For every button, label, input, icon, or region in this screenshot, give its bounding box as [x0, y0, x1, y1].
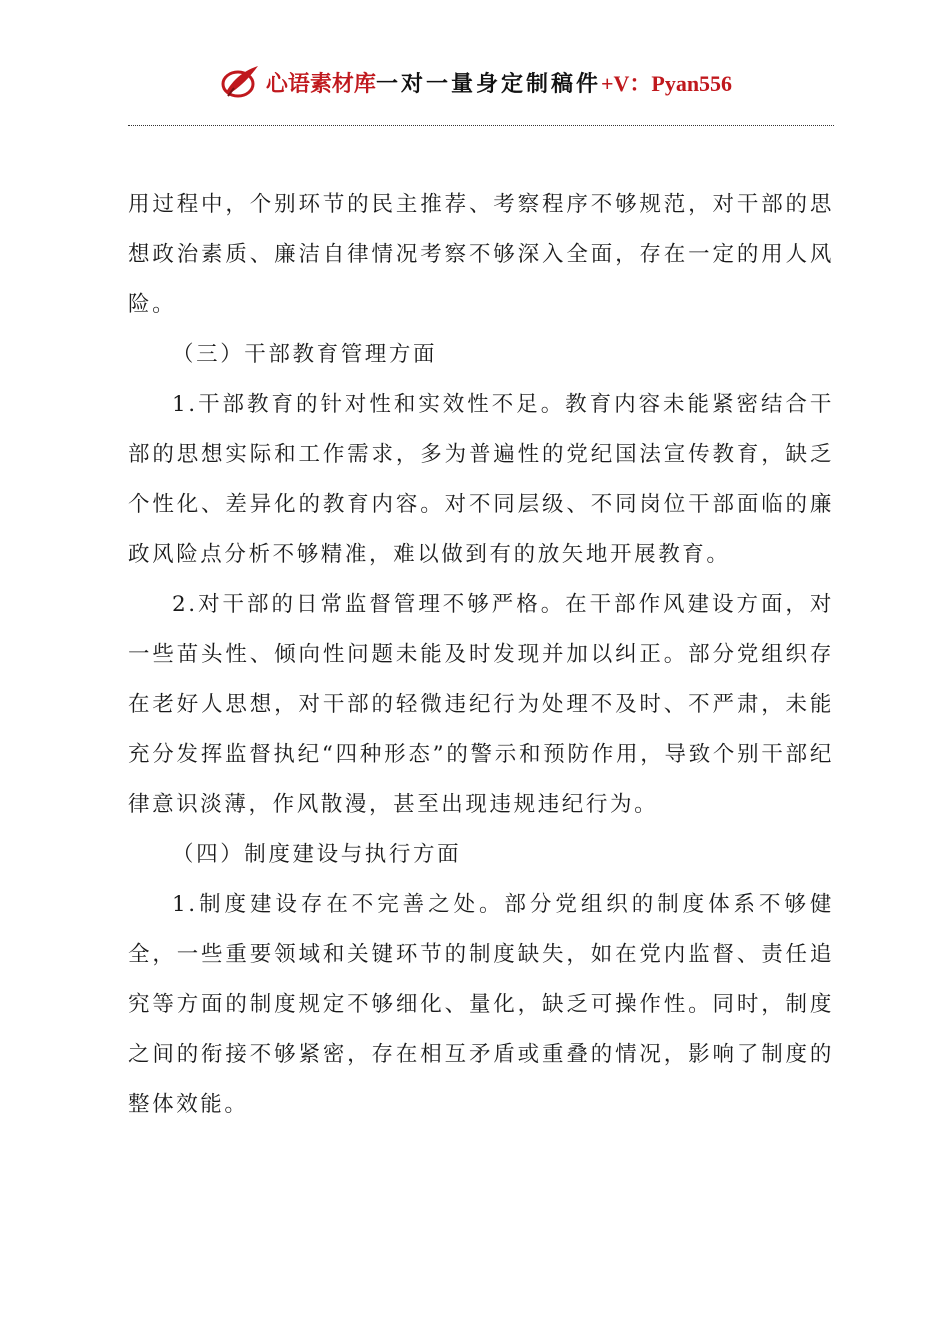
- paragraph-continuation: 用过程中，个别环节的民主推荐、考察程序不够规范，对干部的思想政治素质、廉洁自律情况考察不够深入全面，存在一定的用人风险。: [128, 192, 834, 317]
- header-contact: +V：Pyan556: [600, 70, 733, 96]
- feather-pen-logo-icon: [218, 62, 264, 102]
- document-body: [128, 180, 834, 1130]
- paragraph-education-targeting: 1.干部教育的针对性和实效性不足。教育内容未能紧密结合干部的思想实际和工作需求，多为普遍性的党纪国法宣传教育，缺乏个性化、差异化的教育内容。对不同层级、不同岗位干部面临的廉政风险点分析不够精准，难以做到有的放矢地开展教育。: [128, 392, 834, 567]
- paragraph-system-building: 1.制度建设存在不完善之处。部分党组织的制度体系不够健全，一些重要领域和关键环节的制度缺失，如在党内监督、责任追究等方面的制度规定不够细化、量化，缺乏可操作性。同时，制度之间的衔接不够紧密，存在相互矛盾或重叠的情况，影响了制度的整体效能。: [128, 892, 834, 1117]
- section-heading-three: （三）干部教育管理方面: [172, 342, 438, 367]
- brand-name: 心语素材库: [265, 70, 376, 97]
- header-slogan: 一对一量身定制稿件: [375, 70, 601, 97]
- page-header: [0, 58, 950, 106]
- paragraph-daily-supervision: 2.对干部的日常监督管理不够严格。在干部作风建设方面，对一些苗头性、倾向性问题未能及时发现并加以纠正。部分党组织存在老好人思想，对干部的轻微违纪行为处理不及时、不严肃，未能充分发挥监督执纪“四种形态”的警示和预防作用，导致个别干部纪律意识淡薄，作风散漫，甚至出现违规违纪行为。: [128, 592, 834, 817]
- section-heading-four: （四）制度建设与执行方面: [172, 842, 462, 867]
- header-divider: [128, 125, 834, 126]
